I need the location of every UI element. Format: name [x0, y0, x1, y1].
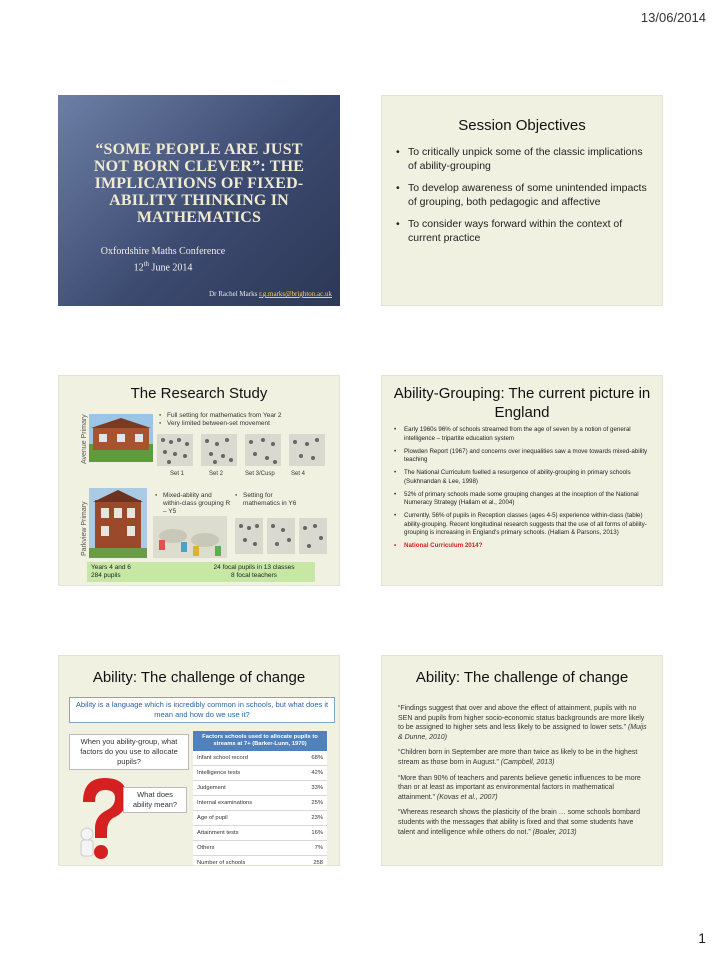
table-row [193, 796, 327, 811]
slide-title: Ability: The challenge of change [415, 669, 629, 686]
quote-citation: (Campbell, 2013) [500, 758, 555, 766]
summary-focal-pupils: 24 focal pupils in 13 classes [213, 564, 295, 571]
factor-value: 42% [297, 766, 327, 781]
factor-value: 33% [297, 781, 327, 796]
quote [398, 748, 650, 767]
conference-name: Oxfordshire Maths Conference [100, 246, 226, 257]
objectives-list [394, 146, 648, 254]
factor-label: Intelligence tests [193, 766, 297, 781]
slide-title: The Research Study [130, 385, 268, 402]
table-row [193, 841, 327, 856]
factor-label: Number of schools [193, 856, 297, 867]
set-label: Set 1 [170, 471, 185, 477]
school2-photo [89, 488, 147, 558]
ability-language-callout: Ability is a language which is incredibly common in schools, but what does it mean and how do we use it? [69, 697, 335, 723]
table-row [193, 856, 327, 867]
objective-item: • To consider ways forward within the context of current practice [394, 218, 648, 245]
challenge-change-slide-2 [381, 655, 663, 866]
factor-label: Infant school record [193, 751, 297, 766]
set-label: Set 3/Cusp [245, 471, 275, 477]
factor-label: Others [193, 841, 297, 856]
slide-title: Ability: The challenge of change [92, 669, 306, 686]
school2-bullet-b [235, 492, 311, 508]
objective-item: • To develop awareness of some unintended impacts of grouping, both pedagogic and affective [394, 182, 648, 209]
table-header: Factors schools used to allocate pupils to streams at 7+ (Barker-Lunn, 1970) [193, 731, 327, 751]
school2-bullet: ▪ Setting for mathematics in Y6 [235, 492, 311, 508]
date-rest: June 2014 [149, 262, 193, 274]
history-item: • Currently, 56% of pupils in Reception classes (ages 4-5) experience within-class (table) ability-grouping. Recent longitudinal research suggests that the use of all forms of ability-grouping is increasing in England's primary schools. (Hallam & Parsons, 2013) [390, 512, 654, 538]
factor-label: Attainment tests [193, 826, 297, 841]
summary-right [199, 564, 309, 580]
table-row [193, 766, 327, 781]
summary-years: Years 4 and 6 [91, 564, 131, 571]
quote-citation: (Muijs & Dunne, 2010) [398, 724, 647, 741]
conference-info [88, 245, 238, 274]
table-row [193, 781, 327, 796]
quote-citation: (Boaler, 2013) [532, 828, 577, 836]
school1-label: Avenue Primary [81, 414, 88, 464]
challenge-change-slide-1 [58, 655, 340, 866]
quote-citation: (Kovas et al., 2007) [436, 793, 498, 801]
quote-text: “Whereas research shows the plasticity of the brain … some schools bombard students with the messages that ability is fixed and that some students have talent and intelligence while others do not.” [398, 809, 640, 836]
research-quotes [398, 704, 650, 843]
set-groups-figure [155, 432, 333, 470]
factor-label: Judgement [193, 781, 297, 796]
objectives-slide [381, 95, 663, 306]
quote-text: “Findings suggest that over and above the effect of attainment, pupils with no SEN and pupils from higher socio-economic status backgrounds are more likely to be assigned to higher sets and less likely to be assigned to lower sets.” [398, 705, 645, 732]
school2-bullet-a [155, 492, 231, 516]
classroom-tables-figure [153, 516, 227, 558]
conference-date [88, 258, 238, 274]
current-picture-slide [381, 375, 663, 586]
factor-label: Internal examinations [193, 796, 297, 811]
presentation-title: “SOME PEOPLE ARE JUST NOT BORN CLEVER”: THE IMPLICATIONS OF FIXED-ABILITY THINKING IN MATHEMATICS [93, 141, 305, 226]
factor-value: 7% [297, 841, 327, 856]
page-date: 13/06/2014 [640, 10, 706, 25]
author-email-link[interactable]: r.g.marks@brighton.ac.uk [259, 290, 332, 298]
factor-value: 258 [297, 856, 327, 867]
allocation-factors-table [193, 731, 327, 866]
factor-label: Age of pupil [193, 811, 297, 826]
school1-bullet: ▪ Very limited between-set movement [159, 420, 329, 428]
history-item: • 52% of primary schools made some grouping changes at the inception of the National Numeracy Strategy (Hallam et al., 2004) [390, 491, 654, 508]
objective-item: • To critically unpick some of the classic implications of ability-grouping [394, 146, 648, 173]
summary-pupils: 284 pupils [91, 572, 121, 579]
slide-title: Ability-Grouping: The current picture in England [393, 385, 651, 421]
summary-focal-teachers: 8 focal teachers [231, 572, 277, 579]
quote [398, 774, 650, 803]
history-item: • Early 1960s 96% of schools streamed from the age of seven by a notion of general intelligence – tripartite education system [390, 426, 654, 443]
table-row [193, 811, 327, 826]
factor-value: 16% [297, 826, 327, 841]
set-label: Set 2 [209, 471, 224, 477]
summary-left [91, 564, 131, 580]
research-study-slide [58, 375, 340, 586]
study-summary-bar [87, 562, 315, 582]
school1-photo [89, 414, 153, 462]
factor-value: 23% [297, 811, 327, 826]
history-list [390, 426, 654, 555]
factor-value: 68% [297, 751, 327, 766]
author-line [209, 290, 332, 298]
what-is-ability-callout: What does ability mean? [123, 787, 187, 813]
history-item: • Plowden Report (1967) and concerns over inequalities saw a move towards mixed-ability teaching [390, 448, 654, 465]
setting-groups-figure [235, 516, 327, 558]
school2-label: Parkview Primary [81, 501, 88, 556]
question-mark-figure-icon [69, 772, 133, 864]
page-number: 1 [698, 930, 706, 946]
allocation-question-callout: When you ability-group, what factors do you use to allocate pupils? [69, 734, 189, 770]
table-row [193, 826, 327, 841]
quote [398, 808, 650, 837]
school1-bullet: ▪ Full setting for mathematics from Year 2 [159, 412, 329, 420]
table-row [193, 751, 327, 766]
history-item: • The National Curriculum fuelled a resurgence of ability-grouping in primary schools (Sukhnandan & Lee, 1998) [390, 469, 654, 486]
title-slide [58, 95, 340, 306]
school2-bullet: ▪ Mixed-ability and within-class grouping R – Y5 [155, 492, 231, 516]
national-curriculum-item: • National Curriculum 2014? [390, 542, 654, 551]
date-day: 12 [133, 262, 144, 274]
slide-title: Session Objectives [458, 117, 586, 134]
quote-text: “Children born in September are more than twice as likely to be in the highest stream as those born in August.” [398, 749, 638, 766]
quote [398, 704, 650, 742]
set-label: Set 4 [291, 471, 306, 477]
school1-bullets [159, 412, 329, 428]
date-suffix: th [143, 260, 150, 268]
factor-value: 25% [297, 796, 327, 811]
quote-text: “More than 90% of teachers and parents believe genetic influences to be more than or at least as important as environmental factors in mathematical attainment.” [398, 774, 641, 801]
author-name: Dr Rachel Marks [209, 290, 260, 298]
